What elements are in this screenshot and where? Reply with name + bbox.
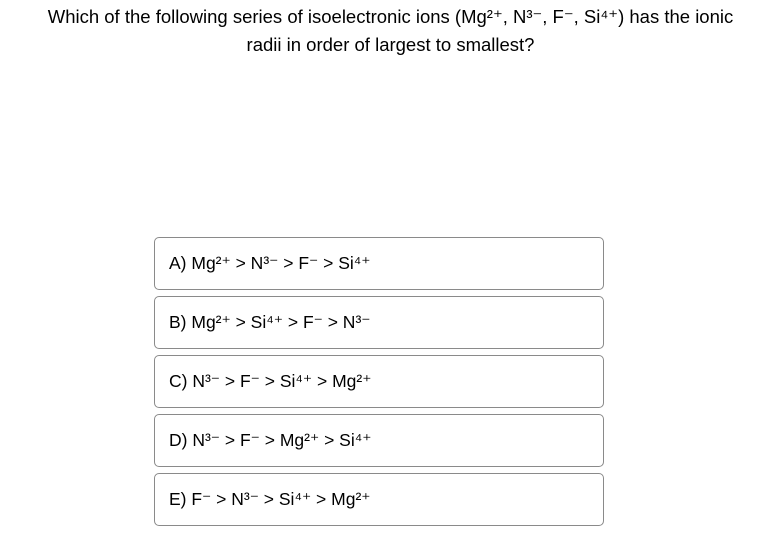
option-c-button[interactable]	[154, 355, 604, 408]
option-b-label: B) Mg²⁺ > Si⁴⁺ > F⁻ > N³⁻	[169, 312, 371, 332]
option-d-button[interactable]	[154, 414, 604, 467]
question-text	[0, 3, 781, 59]
question-line-1: Which of the following series of isoelectronic ions (Mg²⁺, N³⁻, F⁻, Si⁴⁺) has the ionic	[47, 6, 734, 27]
option-e-button[interactable]	[154, 473, 604, 526]
option-a-label: A) Mg²⁺ > N³⁻ > F⁻ > Si⁴⁺	[169, 253, 371, 273]
option-d-label: D) N³⁻ > F⁻ > Mg²⁺ > Si⁴⁺	[169, 430, 372, 450]
option-a-button[interactable]	[154, 237, 604, 290]
answer-options	[154, 237, 604, 532]
option-b-button[interactable]	[154, 296, 604, 349]
question-line-2: radii in order of largest to smallest?	[246, 34, 535, 55]
option-e-label: E) F⁻ > N³⁻ > Si⁴⁺ > Mg²⁺	[169, 489, 371, 509]
option-c-label: C) N³⁻ > F⁻ > Si⁴⁺ > Mg²⁺	[169, 371, 372, 391]
